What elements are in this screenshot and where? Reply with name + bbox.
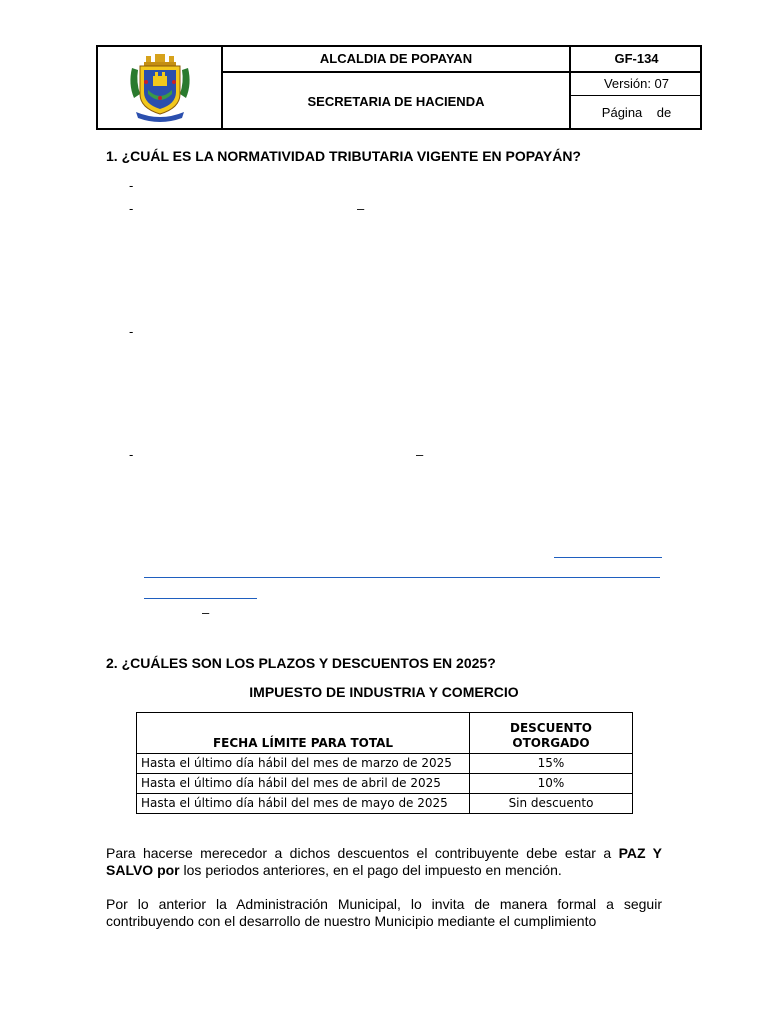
deadline-cell: Hasta el último día hábil del mes de marzo de 2025 [137,754,470,774]
discount-table [136,712,633,814]
paragraph-text: Para hacerse merecedor a dichos descuentos el contribuyente debe estar a [106,845,619,861]
hyperlink-underline[interactable] [554,557,662,558]
table-row [137,754,633,774]
list-bullet: - [129,201,134,216]
hyperlink-underline[interactable] [144,577,660,578]
paragraph-invitation: Por lo anterior la Administración Municipal, lo invita de manera formal a seguir contribuyendo con el desarrollo de nuestro Municipio mediante el cumplimiento [106,896,662,929]
list-bullet: - [129,178,134,193]
table-header-row [137,713,633,754]
header-page: Página de [601,105,672,120]
discount-cell: Sin descuento [470,794,633,814]
list-bullet: - [129,447,134,462]
section-2-title: 2. ¿CUÁLES SON LOS PLAZOS Y DESCUENTOS EN 2025? [106,655,496,671]
hyperlink-underline[interactable] [144,598,257,599]
column-header-discount [470,713,633,754]
deadline-cell: Hasta el último día hábil del mes de mayo de 2025 [137,794,470,814]
table-row [137,794,633,814]
document-header [96,45,702,130]
column-header-discount-text: DESCUENTO OTORGADO [510,721,592,750]
discount-cell: 10% [470,774,633,794]
paragraph-bold-text: PAZ Y SALVO por [106,845,663,878]
header-divider [571,95,702,96]
header-divider [223,71,569,73]
column-header-deadline: FECHA LÍMITE PARA TOTAL [137,713,470,754]
header-document-code: GF-134 [614,51,659,66]
en-dash: – [202,605,210,620]
header-org: ALCALDIA DE POPAYAN [319,51,473,66]
deadline-cell: Hasta el último día hábil del mes de abril de 2025 [137,774,470,794]
paragraph-paz-y-salvo [106,845,662,879]
en-dash: – [357,201,365,216]
header-version: Versión: 07 [603,76,670,91]
header-divider [571,71,702,73]
en-dash: – [416,447,424,462]
coat-of-arms-logo [126,54,194,124]
table-title: IMPUESTO DE INDUSTRIA Y COMERCIO [249,684,519,700]
table-row [137,774,633,794]
header-department: SECRETARIA DE HACIENDA [307,94,485,109]
paragraph-text: los periodos anteriores, en el pago del impuesto en mención. [179,862,562,878]
list-bullet: - [129,324,134,339]
discount-cell: 15% [470,754,633,774]
section-1-title: 1. ¿CUÁL ES LA NORMATIVIDAD TRIBUTARIA VIGENTE EN POPAYÁN? [106,148,581,164]
